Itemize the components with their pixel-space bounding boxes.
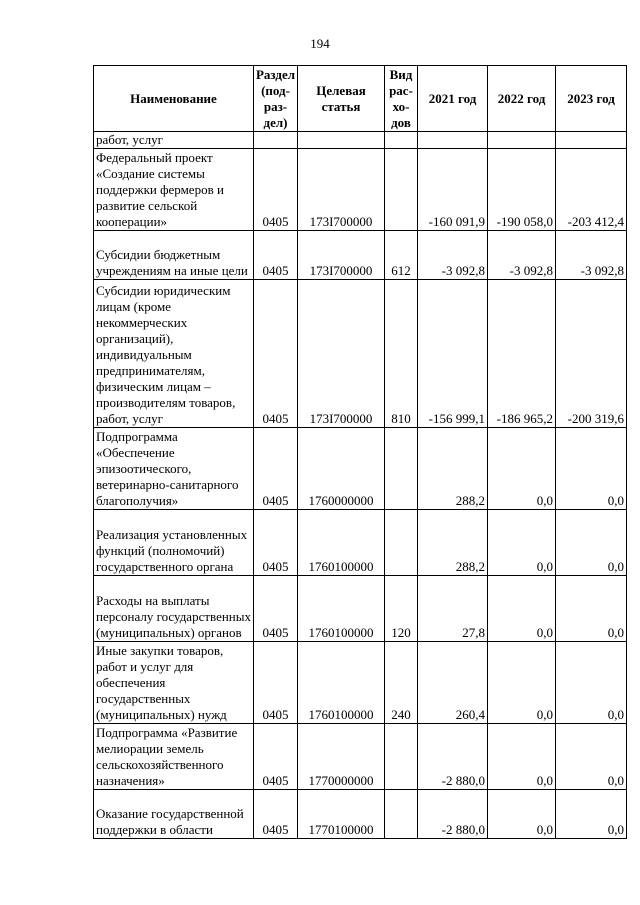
row-2021: -160 091,9 (418, 149, 488, 231)
row-section: 0405 (254, 149, 298, 231)
row-2022 (488, 132, 556, 149)
row-name: Подпрограмма «Развитие мелиорации земель сельскохозяйственного назначения» (94, 724, 254, 790)
row-kind (385, 790, 418, 839)
header-section-line: дел) (263, 114, 288, 130)
row-section: 0405 (254, 280, 298, 428)
row-2023: 0,0 (556, 790, 627, 839)
row-2023: 0,0 (556, 510, 627, 576)
row-name: Подпрограмма «Обеспечение эпизоотического, ветеринарно-санитарного благополучия» (94, 428, 254, 510)
row-section: 0405 (254, 790, 298, 839)
row-2022: -190 058,0 (488, 149, 556, 231)
header-section-line: (под- (261, 82, 290, 98)
header-kind (385, 66, 418, 132)
row-name: Оказание государственной поддержки в области (94, 790, 254, 839)
row-kind (385, 428, 418, 510)
row-target: 1760100000 (298, 576, 385, 642)
row-2021: -3 092,8 (418, 231, 488, 280)
row-target: 1770000000 (298, 724, 385, 790)
page-number: 194 (310, 36, 330, 51)
row-target: 1760000000 (298, 428, 385, 510)
header-kind-line: Вид (389, 66, 413, 82)
row-name: Расходы на выплаты персоналу государственных (муниципальных) органов (94, 576, 254, 642)
row-target (298, 132, 385, 149)
row-2021: -2 880,0 (418, 724, 488, 790)
row-2022: 0,0 (488, 642, 556, 724)
row-kind: 810 (385, 280, 418, 428)
row-section: 0405 (254, 576, 298, 642)
header-name: Наименование (94, 66, 254, 132)
row-section: 0405 (254, 724, 298, 790)
row-kind: 120 (385, 576, 418, 642)
header-2021: 2021 год (418, 66, 488, 132)
row-2023: -200 319,6 (556, 280, 627, 428)
row-2021: 288,2 (418, 428, 488, 510)
table-row (94, 724, 627, 790)
row-section: 0405 (254, 642, 298, 724)
table-row (94, 231, 627, 280)
row-target: 1770100000 (298, 790, 385, 839)
row-2023 (556, 132, 627, 149)
row-2022: 0,0 (488, 724, 556, 790)
table-row (94, 642, 627, 724)
row-2021: 288,2 (418, 510, 488, 576)
row-name: Субсидии бюджетным учреждениям на иные цели (94, 231, 254, 280)
row-kind (385, 724, 418, 790)
table-row (94, 790, 627, 839)
row-target: 173I700000 (298, 280, 385, 428)
row-name: Иные закупки товаров, работ и услуг для обеспечения государственных (муниципальных) нужд (94, 642, 254, 724)
row-2023: 0,0 (556, 576, 627, 642)
row-2021: -156 999,1 (418, 280, 488, 428)
row-kind: 240 (385, 642, 418, 724)
header-kind-line: рас- (389, 82, 413, 98)
row-2023: -203 412,4 (556, 149, 627, 231)
table-row (94, 510, 627, 576)
row-2023: -3 092,8 (556, 231, 627, 280)
row-2021 (418, 132, 488, 149)
row-kind (385, 132, 418, 149)
header-section (254, 66, 298, 132)
row-kind: 612 (385, 231, 418, 280)
row-name: Субсидии юридическим лицам (кроме некоммерческих организаций), индивидуальным предпринимателям, физическим лицам – производителям товаров, работ, услуг (94, 280, 254, 428)
row-2022: 0,0 (488, 428, 556, 510)
row-section (254, 132, 298, 149)
budget-table (93, 65, 627, 839)
row-2022: 0,0 (488, 510, 556, 576)
header-kind-line: хо- (392, 98, 410, 114)
row-kind (385, 149, 418, 231)
row-kind (385, 510, 418, 576)
row-name: Федеральный проект «Создание системы поддержки фермеров и развитие сельской кооперации» (94, 149, 254, 231)
row-2022: 0,0 (488, 576, 556, 642)
header-target (298, 66, 385, 132)
header-kind-line: дов (391, 114, 411, 130)
row-2022: -186 965,2 (488, 280, 556, 428)
table-row (94, 576, 627, 642)
table-row (94, 149, 627, 231)
header-2023: 2023 год (556, 66, 627, 132)
row-2023: 0,0 (556, 428, 627, 510)
row-target: 1760100000 (298, 510, 385, 576)
header-section-line: Раздел (255, 66, 296, 82)
row-section: 0405 (254, 510, 298, 576)
row-2021: 27,8 (418, 576, 488, 642)
row-2021: -2 880,0 (418, 790, 488, 839)
header-row (94, 66, 627, 132)
header-section-line: раз- (263, 98, 288, 114)
row-2022: -3 092,8 (488, 231, 556, 280)
row-target: 173I700000 (298, 149, 385, 231)
row-2023: 0,0 (556, 642, 627, 724)
header-target-line: статья (321, 98, 361, 114)
row-target: 173I700000 (298, 231, 385, 280)
row-target: 1760100000 (298, 642, 385, 724)
table-row (94, 280, 627, 428)
row-name: Реализация установленных функций (полномочий) государственного органа (94, 510, 254, 576)
header-2022: 2022 год (488, 66, 556, 132)
row-section: 0405 (254, 428, 298, 510)
table-row (94, 132, 627, 149)
row-name: работ, услуг (94, 132, 254, 149)
row-section: 0405 (254, 231, 298, 280)
row-2023: 0,0 (556, 724, 627, 790)
row-2021: 260,4 (418, 642, 488, 724)
table-row (94, 428, 627, 510)
header-target-line: Целевая (316, 82, 366, 98)
row-2022: 0,0 (488, 790, 556, 839)
